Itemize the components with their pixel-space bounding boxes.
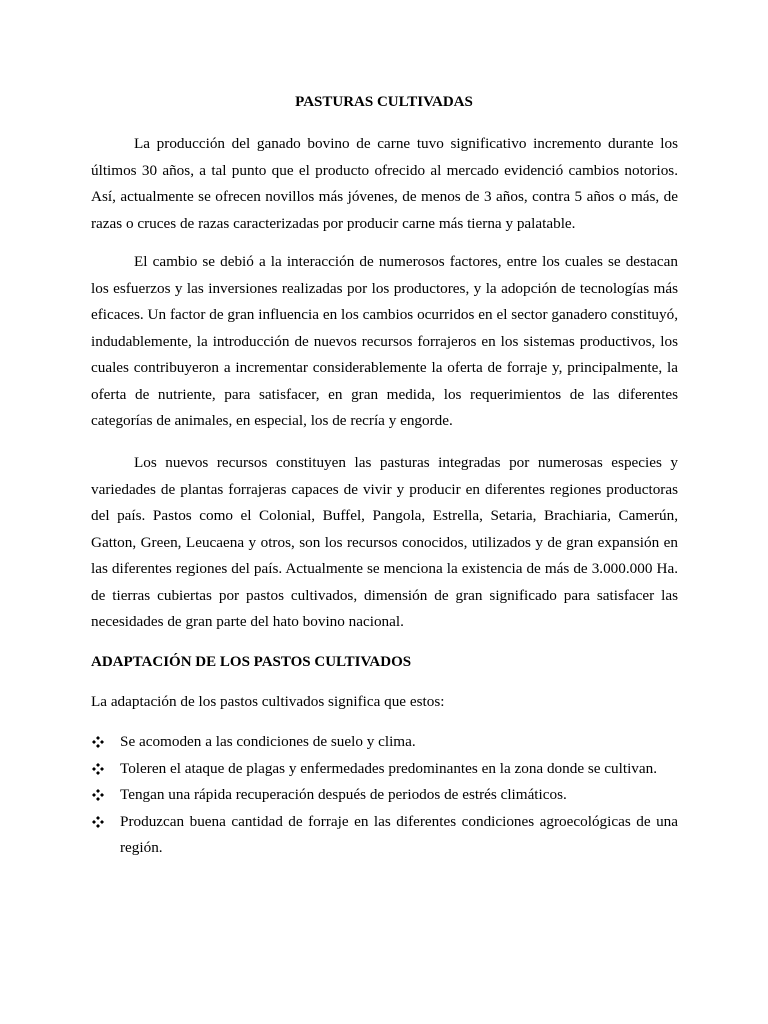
four-diamond-bullet-icon [91, 809, 104, 836]
section-heading: ADAPTACIÓN DE LOS PASTOS CULTIVADOS [91, 654, 412, 670]
list-item [91, 729, 678, 756]
list-item [91, 782, 678, 809]
section-intro: La adaptación de los pastos cultivados significa que estos: [91, 693, 445, 710]
paragraph-new-resources: Los nuevos recursos constituyen las pasturas integradas por numerosas especies y variedades de plantas forrajeras capaces de vivir y producir en diferentes regiones productoras del país. Pastos como el Colonial, Buffel, Pangola, Estrella, Setaria, Brachiaria, Camerún, Gatton, Green, Leucaena y otros, son los recursos conocidos, utilizados y de gran expansión en las diferentes regiones del país. Actualmente se menciona la existencia de más de 3.000.000 Ha. de tierras cubiertas por pastos cultivados, dimensión de gran significado para satisfacer las necesidades de gran parte del hato bovino nacional. [91, 454, 678, 630]
four-diamond-bullet-icon [91, 782, 104, 809]
paragraph-production: La producción del ganado bovino de carne tuvo significativo incremento durante los últimos 30 años, a tal punto que el producto ofrecido al mercado evidenció cambios notorios. Así, actualmente se ofrecen novillos más jóvenes, de menos de 3 años, contra 5 años o más, de razas o cruces de razas caracterizadas por producir carne más tierna y palatable. [91, 135, 678, 232]
paragraph-change-factors: El cambio se debió a la interacción de numerosos factores, entre los cuales se destacan los esfuerzos y las inversiones realizadas por los productores, y la adopción de tecnologías más eficaces. Un factor de gran influencia en los cambios ocurridos en el sector ganadero constituyó, indudablemente, la introducción de nuevos recursos forrajeros en los sistemas productivos, los cuales contribuyeron a incrementar considerablemente la oferta de forraje y, principalmente, la oferta de nutriente, para satisfacer, en gran medida, los requerimientos de las diferentes categorías de animales, en especial, los de recría y engorde. [91, 253, 678, 429]
list-item-text: Toleren el ataque de plagas y enfermedades predominantes en la zona donde se cultivan. [120, 759, 658, 777]
list-item [91, 809, 678, 862]
four-diamond-bullet-icon [91, 756, 104, 783]
document-title: PASTURAS CULTIVADAS [295, 94, 473, 110]
list-item [91, 756, 678, 783]
list-item-text: Produzcan buena cantidad de forraje en las diferentes condiciones agroecológicas de una región. [120, 812, 678, 856]
four-diamond-bullet-icon [91, 729, 104, 756]
list-item-text: Tengan una rápida recuperación después de periodos de estrés climáticos. [120, 786, 567, 803]
list-item-text: Se acomoden a las condiciones de suelo y clima. [120, 733, 416, 750]
adaptation-list [91, 729, 678, 862]
